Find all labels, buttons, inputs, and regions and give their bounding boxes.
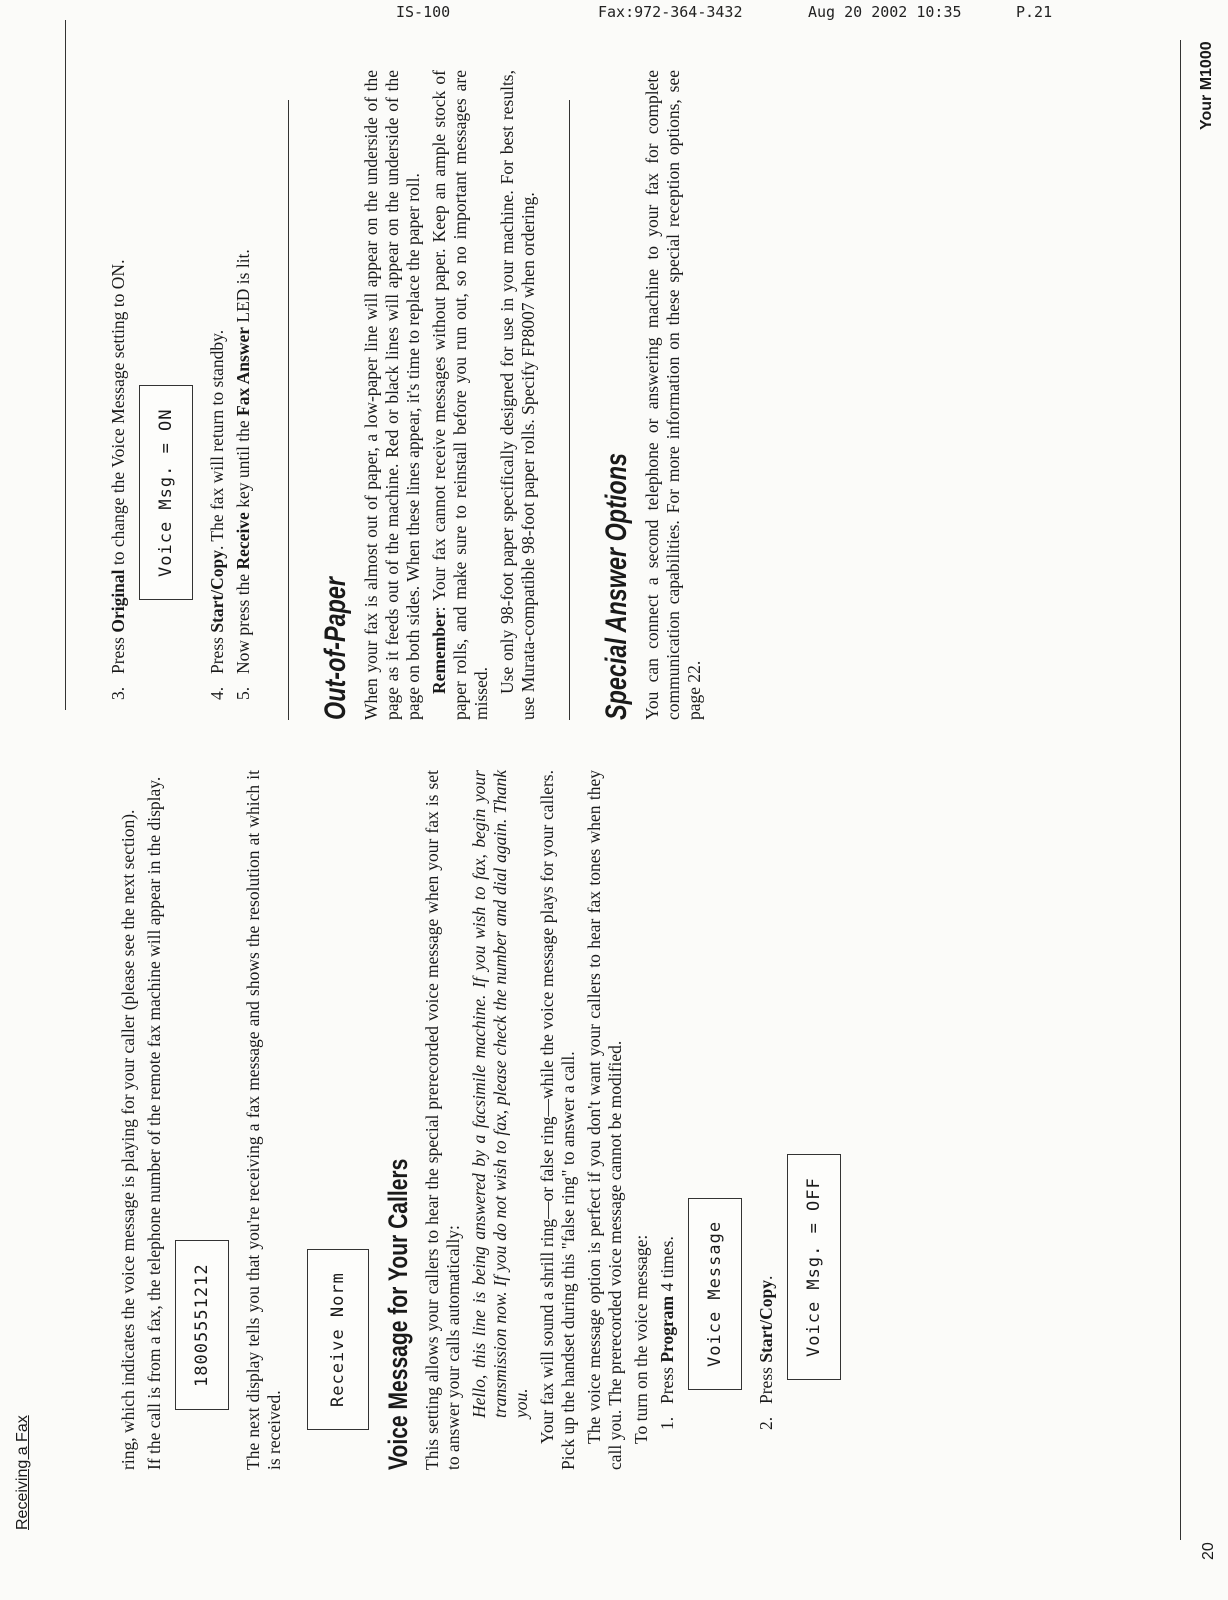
running-head: Receiving a Fax — [14, 1415, 31, 1530]
section-heading-voice-message: Voice Message for Your Callers — [383, 1158, 413, 1470]
lcd-display-receive: Receive Norm — [307, 1249, 369, 1430]
step-item — [108, 70, 129, 700]
footer-title: Your M1000 — [1198, 41, 1215, 130]
step-text: Now press the Receive key until the Fax Answer LED is lit. — [233, 249, 253, 674]
lcd-display-phone: 18005551212 — [175, 1240, 229, 1410]
step-item — [756, 770, 777, 1430]
voice-message-quote: Hello, this line is being answered by a facsimile machine. If you wish to fax, begin your transmission now. If you do not wish to fax, please check the number and dial again. Thank you. — [469, 770, 531, 1418]
lcd-display-voice-message: Voice Message — [688, 1198, 742, 1390]
left-column — [118, 770, 855, 1470]
step-number: 1. — [657, 1416, 677, 1430]
steps-list — [657, 770, 678, 1430]
lcd-display-wrap — [175, 770, 229, 1410]
step-number: 3. — [108, 686, 128, 700]
lcd-display-wrap — [139, 70, 193, 600]
fax-header-page: P.21 — [1016, 3, 1053, 21]
fax-header-id: IS-100 — [396, 3, 451, 21]
lcd-display-voice-on: Voice Msg. = ON — [139, 385, 193, 600]
paragraph: To turn on the voice message: — [631, 1234, 651, 1444]
paragraph: Remember: Your fax cannot receive messages without paper. Keep an ample stock of paper rolls, and make sure to reinstall before you run out, so no important messages are missed. — [429, 70, 491, 720]
lcd-display-voice-off: Voice Msg. = OFF — [787, 1154, 841, 1380]
fax-header-number: Fax:972-364-3432 — [598, 3, 743, 21]
step-item — [657, 770, 678, 1430]
lcd-display-wrap — [787, 770, 841, 1380]
page-number: 20 — [1200, 1542, 1217, 1560]
step-number: 4. — [207, 686, 227, 700]
step-number: 5. — [233, 686, 253, 700]
section-heading-special-answer: Special Answer Options — [600, 452, 633, 720]
lcd-display-wrap — [307, 770, 369, 1430]
paragraph: The voice message option is perfect if you don't want your callers to hear fax tones when they call you. The prerecorded voice message cannot be modified. — [584, 770, 625, 1470]
step-number: 2. — [756, 1416, 776, 1430]
paragraph: ring, which indicates the voice message is playing for your caller (please see the next section). — [118, 809, 138, 1470]
paragraph: You can connect a second telephone or answering machine to your fax for complete communication capabilities. For more information on these special reception options, see page 22. — [642, 70, 704, 720]
steps-list — [207, 70, 254, 700]
step-text: Press Program 4 times. — [657, 1236, 677, 1404]
step-text: Press Start/Copy. The fax will return to standby. — [207, 329, 227, 674]
lcd-display-wrap — [688, 770, 742, 1390]
step-text: Press Start/Copy. — [756, 1275, 776, 1404]
paragraph: The next display tells you that you're receiving a fax message and shows the resolution at which it is received. — [243, 770, 284, 1470]
section-rule — [569, 100, 570, 720]
step-text: Press Original to change the Voice Message setting to ON. — [108, 259, 128, 674]
footer-rule — [1180, 40, 1181, 1540]
steps-list — [756, 770, 777, 1430]
step-item — [207, 70, 228, 700]
top-rule — [65, 20, 66, 710]
step-item — [233, 70, 254, 700]
paragraph: This setting allows your callers to hear the special prerecorded voice message when your fax is set to answer your calls automatically: — [422, 770, 463, 1470]
steps-list — [108, 70, 129, 700]
paragraph: If the call is from a fax, the telephone number of the remote fax machine will appear in the display. — [144, 776, 164, 1470]
paragraph: Your fax will sound a shrill ring—or false ring—while the voice message plays for your callers. Pick up the handset during this "false ring" to answer a call. — [537, 770, 578, 1470]
section-rule — [288, 100, 289, 720]
section-heading-out-of-paper: Out-of-Paper — [319, 577, 352, 720]
paragraph: Use only 98-foot paper specifically designed for use in your machine. For best results, use Murata-compatible 98-foot paper rolls. Specify FP8007 when ordering. — [497, 70, 538, 720]
paragraph: When your fax is almost out of paper, a low-paper line will appear on the underside of the page as it feeds out of the machine. Red or black lines will appear on the underside of the page on both sides. When these lines appear, it's time to replace the paper roll. — [361, 70, 423, 720]
right-column — [108, 70, 710, 720]
fax-header-date: Aug 20 2002 10:35 — [808, 3, 962, 21]
